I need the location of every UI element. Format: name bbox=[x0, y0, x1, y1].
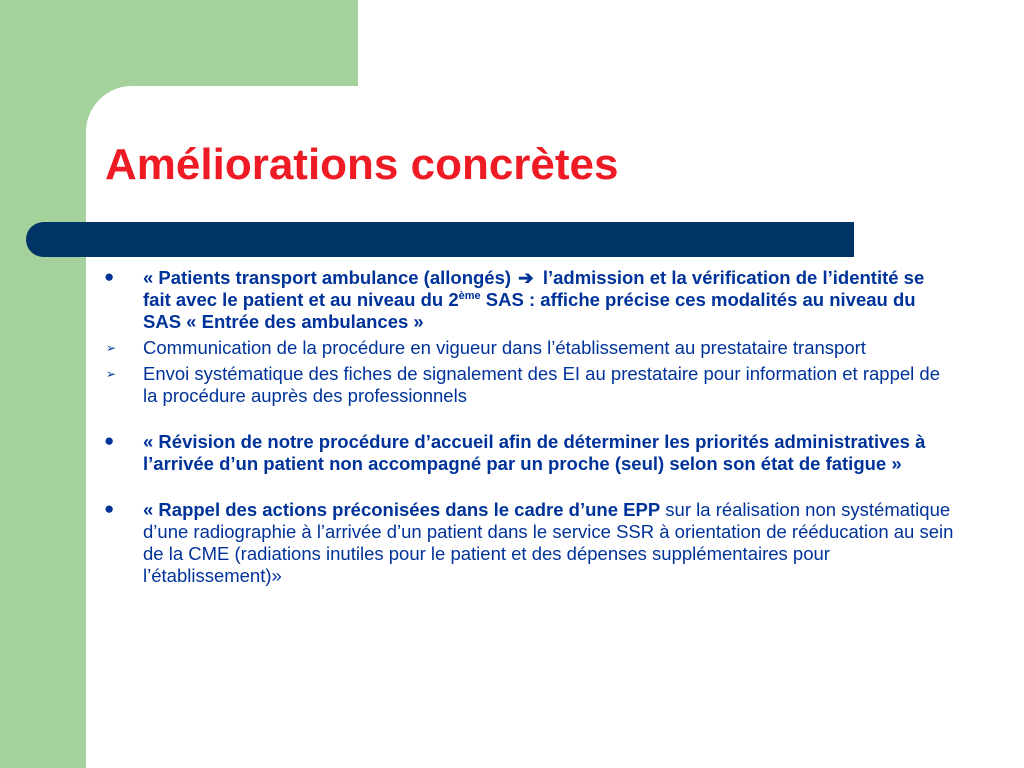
right-arrow-icon: ➔ bbox=[518, 267, 534, 288]
chevron-right-icon: ➢ bbox=[106, 367, 117, 381]
item-text: Communication de la procédure en vigueur dans l’établissement au prestataire transport bbox=[143, 337, 866, 358]
dot-icon: ● bbox=[104, 499, 115, 518]
bullet-list bbox=[104, 267, 954, 587]
title-underline-bar bbox=[26, 222, 854, 257]
item-text-bold: « Rappel des actions préconisées dans le cadre d’une EPP bbox=[143, 499, 661, 520]
ordinal-superscript: ème bbox=[458, 290, 481, 302]
item-text: Envoi systématique des fiches de signalement des EI au prestataire pour information et rappel de la procédure auprès des professionnels bbox=[143, 363, 940, 406]
slide-title: Améliorations concrètes bbox=[105, 140, 619, 189]
item-text: « Révision de notre procédure d’accueil afin de déterminer les priorités administratives à l’arrivée d’un patient non accompagné par un proche (seul) selon son état de fatigue » bbox=[143, 431, 926, 474]
item-text-part3: SAS : affiche précise ces modalités au niveau du SAS « Entrée des ambulances » bbox=[143, 289, 916, 332]
list-item-communication bbox=[104, 337, 954, 359]
list-item-ambulance bbox=[104, 267, 954, 333]
list-item-rappel bbox=[104, 499, 954, 587]
list-item-revision bbox=[104, 431, 954, 475]
list-item-envoi bbox=[104, 363, 954, 407]
item-text-part1: « Patients transport ambulance (allongés) bbox=[143, 267, 517, 288]
item-text-part2: l’admission et la vérification de l’identité se fait avec le patient et au niveau du 2 bbox=[143, 267, 925, 310]
chevron-right-icon: ➢ bbox=[106, 341, 117, 355]
dot-icon: ● bbox=[104, 267, 115, 286]
dot-icon: ● bbox=[104, 431, 115, 450]
item-text: sur la réalisation non systématique d’une radiographie à l’arrivée d’un patient dans le service SSR à orientation de rééducation au sein de la CME (radiations inutiles pour le patient et des dépenses supplémentaires pour l’établissement)» bbox=[143, 499, 954, 586]
